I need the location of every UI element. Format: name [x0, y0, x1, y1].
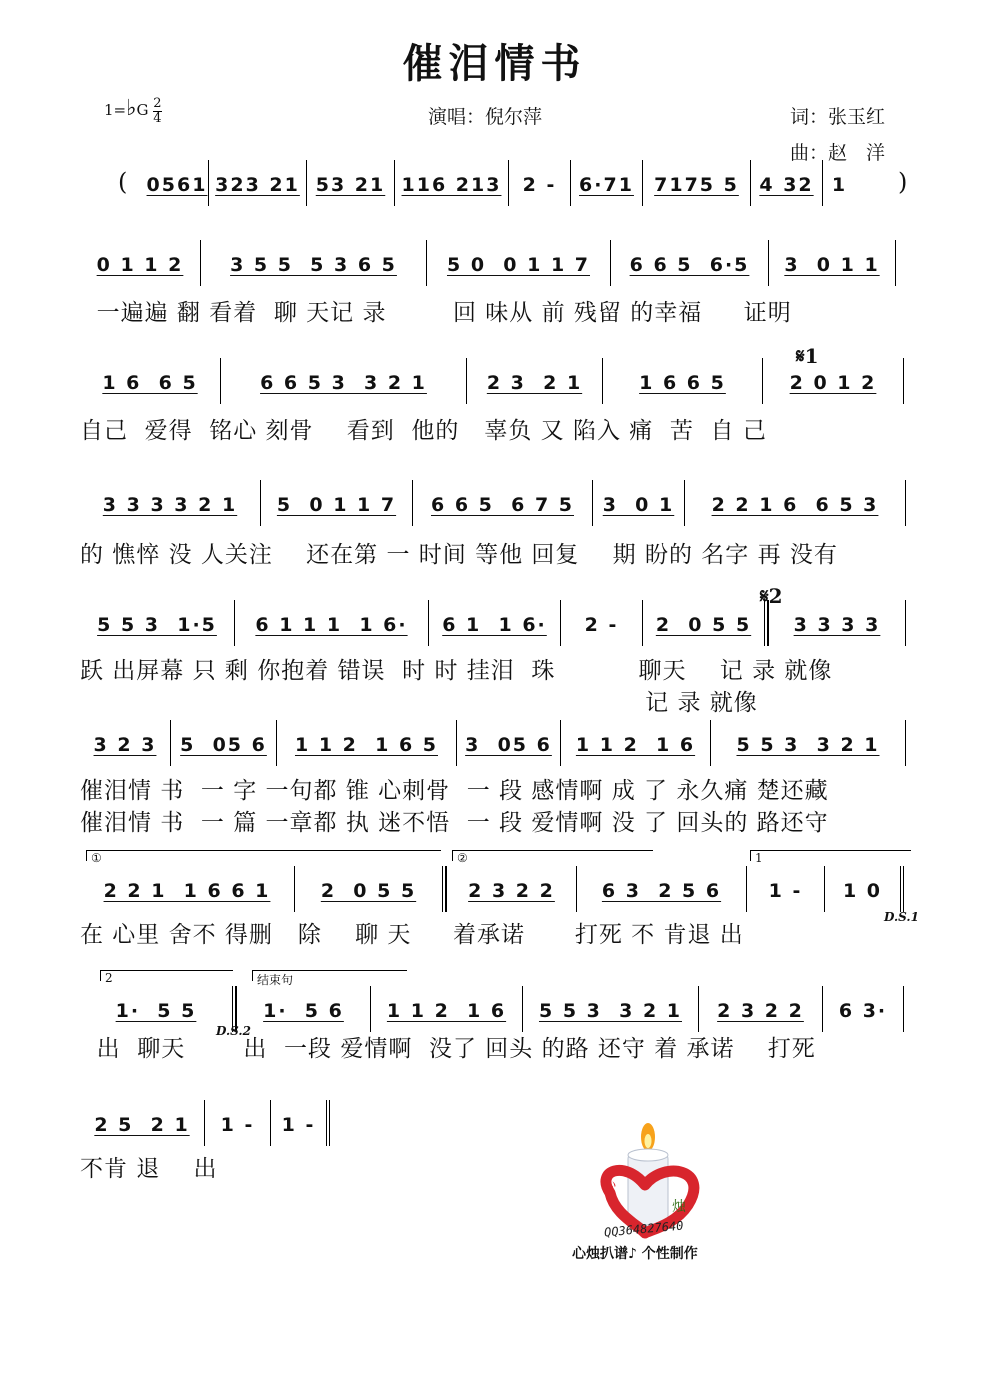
- system-8: [80, 964, 910, 1064]
- measure: [560, 600, 642, 646]
- measure-notes: 1 1 2 1 6: [575, 734, 696, 756]
- measure: [80, 480, 260, 526]
- measure: [80, 720, 170, 766]
- measures: [80, 358, 904, 404]
- credit-text: 心烛扒谱♪ 个性制作: [572, 1246, 698, 1262]
- measure-notes: 2 0 5 5: [320, 880, 417, 902]
- measure-notes: 1 -: [220, 1114, 255, 1136]
- measure: [762, 358, 904, 404]
- measure-notes: 4 32: [759, 174, 814, 196]
- measure: [234, 600, 428, 646]
- open-paren: (: [118, 168, 129, 196]
- measure: [270, 1100, 330, 1146]
- close-paren: ): [898, 168, 909, 196]
- measure-notes: 5 0 0 1 1 7: [446, 254, 590, 276]
- measure: [394, 160, 508, 206]
- measure-notes: 3 3 3 3: [793, 614, 881, 636]
- measure-notes: 2 2 1 1 6 6 1: [103, 880, 271, 902]
- measure: [236, 986, 370, 1032]
- measure: [208, 160, 306, 206]
- measure: [200, 240, 426, 286]
- measure: [642, 600, 768, 646]
- measure: [824, 866, 904, 912]
- time-signature: [153, 97, 161, 126]
- measure: [80, 1100, 204, 1146]
- measure-notes: 1 0: [842, 880, 883, 902]
- measure-notes: 3 5 5 5 3 6 5: [230, 254, 397, 276]
- ds1-mark: D.S.1: [884, 910, 919, 924]
- measure: [698, 986, 822, 1032]
- lyric-line: 自己 爱得 铭心 刻骨 看到 他的 辜负 又 陷入 痛 苦 自 己: [80, 418, 767, 444]
- measure: [220, 358, 466, 404]
- system-3: [80, 344, 910, 448]
- measure-notes: 116 213: [401, 174, 502, 196]
- system-7: [80, 850, 919, 950]
- lyric-line: 不肯 退 出: [80, 1156, 218, 1182]
- measure-notes: 5 5 3 3 2 1: [736, 734, 880, 756]
- measure-notes: 0561: [146, 174, 208, 196]
- measure-notes: 53 21: [315, 174, 386, 196]
- lyric-line-2: 记 录 就像: [80, 690, 758, 716]
- volta-3: 1: [750, 850, 911, 861]
- singer: 演唱：倪尔萍: [428, 106, 543, 128]
- measure: [306, 160, 394, 206]
- logo-char-xin: 心: [602, 1177, 616, 1193]
- measure: [80, 600, 234, 646]
- measure: [508, 160, 570, 206]
- measure-notes: 2 2 1 6 6 5 3: [711, 494, 879, 516]
- measure: [768, 240, 896, 286]
- measure: [276, 720, 456, 766]
- measure: [746, 866, 824, 912]
- volta-ending-2: 2: [100, 970, 233, 981]
- measure-notes: 6 6 5 6·5: [629, 254, 750, 276]
- measure: [684, 480, 906, 526]
- measure: [146, 160, 208, 206]
- measure: [750, 160, 822, 206]
- measure: [260, 480, 412, 526]
- volta-2: ②: [452, 850, 653, 861]
- lyric-line: 在 心里 舍不 得删 除 聊 天 着承诺 打死 不 肯退 出: [80, 922, 744, 948]
- logo-char-zhu: 烛: [672, 1199, 686, 1215]
- measures: [80, 1100, 330, 1146]
- measure: [592, 480, 684, 526]
- measures: [80, 480, 906, 526]
- measure-notes: 1 -: [281, 1114, 316, 1136]
- measure-notes: 5 5 3 1·5: [97, 614, 217, 636]
- measure: [576, 866, 746, 912]
- volta-1: ①: [86, 850, 441, 861]
- time-bottom: 4: [153, 110, 162, 126]
- lyricist: 词：张玉红: [790, 106, 886, 128]
- qq-number: QQ364827640: [603, 1218, 684, 1240]
- intro-measures: [146, 160, 856, 206]
- measure: [822, 160, 856, 206]
- ds2-mark: D.S.2: [216, 1024, 251, 1038]
- measure-notes: 1· 5 5: [115, 1000, 197, 1022]
- time-top: 2: [153, 95, 162, 111]
- measure: [602, 358, 762, 404]
- measure: [80, 986, 236, 1032]
- measure-notes: 1 6 6 5: [639, 372, 726, 394]
- measure-notes: 5 05 6: [180, 734, 267, 756]
- segno-1: 𝄋1: [796, 344, 819, 368]
- lyric-line-1: 跃 出屏幕 只 剩 你抱着 错误 时 时 挂泪 珠 聊天 记 录 就像: [80, 658, 833, 684]
- system-4: [80, 480, 910, 570]
- ending-label: 结束句: [252, 970, 407, 981]
- measure: [80, 358, 220, 404]
- measure: [710, 720, 906, 766]
- system-6: [80, 720, 910, 840]
- measure: [204, 1100, 270, 1146]
- measure-notes: 2 3 2 2: [717, 1000, 804, 1022]
- measure: [522, 986, 698, 1032]
- measure: [370, 986, 522, 1032]
- lyric-line: 出 聊天 出 一段 爱情啊 没了 回头 的路 还守 着 承诺 打死: [80, 1036, 816, 1062]
- measure: [610, 240, 768, 286]
- measure-notes: 2 -: [522, 174, 557, 196]
- measure-notes: 2 3 2 2: [468, 880, 555, 902]
- measure-notes: 1 1 2 1 6 5: [294, 734, 438, 756]
- key-prefix: 1=: [104, 101, 127, 119]
- lyric-line: 的 憔悴 没 人关注 还在第 一 时间 等他 回复 期 盼的 名字 再 没有: [80, 542, 838, 568]
- measures: [80, 720, 906, 766]
- measure-notes: 6 1 1 1 1 6·: [255, 614, 408, 636]
- measure: [560, 720, 710, 766]
- measure-notes: 6 3·: [838, 1000, 888, 1022]
- measure-notes: 3 0 1: [602, 494, 675, 516]
- measure: [642, 160, 750, 206]
- measure-notes: 3 3 3 3 2 1: [102, 494, 238, 516]
- measure-notes: 2 -: [584, 614, 619, 636]
- measure-notes: 6·71: [579, 174, 634, 196]
- measure: [768, 600, 906, 646]
- measure: [412, 480, 592, 526]
- measures: [80, 600, 906, 646]
- measure: [466, 358, 602, 404]
- measure-notes: 5 5 3 3 2 1: [538, 1000, 682, 1022]
- measure-notes: 323 21: [215, 174, 300, 196]
- measure: [426, 240, 610, 286]
- measure-notes: 1 -: [768, 880, 803, 902]
- measure-notes: 2 3 2 1: [486, 372, 583, 394]
- measure-notes: 1: [831, 174, 848, 196]
- flat-sign: ♭: [126, 96, 137, 121]
- song-title: 催泪情书: [402, 40, 587, 87]
- measure-notes: 6 1 1 6·: [442, 614, 547, 636]
- measures: [80, 986, 904, 1032]
- system-9: [80, 1086, 910, 1186]
- measure: [294, 866, 446, 912]
- measure-notes: 3 0 1 1: [784, 254, 880, 276]
- measure-notes: 7175 5: [654, 174, 739, 196]
- measure: [170, 720, 276, 766]
- measure-notes: 0 1 1 2: [96, 254, 184, 276]
- system-1: [80, 160, 910, 210]
- measure-notes: 3 05 6: [465, 734, 552, 756]
- measure-notes: 1 1 2 1 6: [386, 1000, 507, 1022]
- measure: [446, 866, 576, 912]
- measure-notes: 1 6 6 5: [102, 372, 198, 394]
- segno-2: 𝄋2: [760, 584, 783, 608]
- measure-notes: 2 0 1 2: [789, 372, 877, 394]
- key-letter: G: [136, 101, 149, 119]
- measure-notes: 6 3 2 5 6: [601, 880, 722, 902]
- measure-notes: 6 6 5 6 7 5: [430, 494, 574, 516]
- measure: [822, 986, 904, 1032]
- lyric-line-1: 催泪情 书 一 字 一句都 锥 心刺骨 一 段 感情啊 成 了 永久痛 楚还藏: [80, 778, 829, 804]
- measure-notes: 6 6 5 3 3 2 1: [260, 372, 427, 394]
- system-2: [80, 240, 910, 330]
- measure-notes: 3 2 3: [93, 734, 157, 756]
- key-signature: [104, 96, 162, 126]
- measure: [80, 240, 200, 286]
- system-5: [80, 584, 910, 720]
- measure-notes: 5 0 1 1 7: [276, 494, 397, 516]
- measure: [428, 600, 560, 646]
- measure-notes: 2 5 2 1: [94, 1114, 190, 1136]
- measure: [570, 160, 642, 206]
- measure: [456, 720, 560, 766]
- measure: [80, 866, 294, 912]
- lyric-line: 一遍遍 翻 看着 聊 天记 录 回 味从 前 残留 的幸福 证明: [80, 300, 792, 326]
- measures: [80, 240, 896, 286]
- composer: 曲：赵 洋: [790, 142, 886, 164]
- measure-notes: 1· 5 6: [263, 1000, 344, 1022]
- measure-notes: 2 0 5 5: [655, 614, 752, 636]
- measures: [80, 866, 904, 912]
- lyric-line-2: 催泪情 书 一 篇 一章都 执 迷不悟 一 段 爱情啊 没 了 回头的 路还守: [80, 810, 829, 836]
